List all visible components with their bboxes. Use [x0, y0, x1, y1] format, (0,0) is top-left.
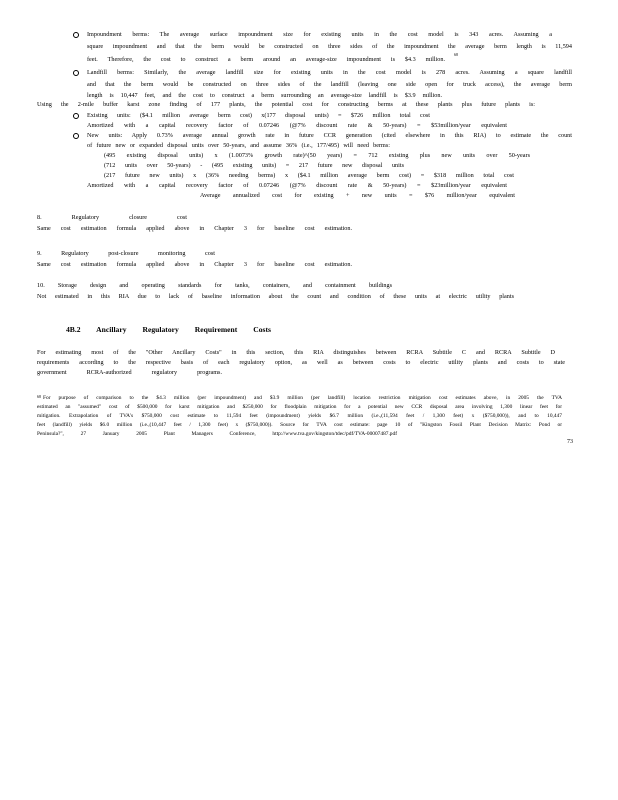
section-10-title: 10. Storage design and operating standards for tanks, containers, and containment buildings [37, 282, 392, 289]
landfill-line-3: length is 10,447 feet, and the cost to construct a berm surrounding an average-size landfill is $3.9 million. [87, 92, 442, 99]
ancillary-paragraph-line-3: government RCRA-authorized regulatory programs. [37, 369, 222, 376]
section-8-title: 8. Regulatory closure cost [37, 214, 187, 221]
bullet-circle-icon [73, 133, 79, 139]
impoundment-line-1: Impoundment berms: The average surface impoundment size for existing units in the cost model is 343 acres. Assuming a [87, 31, 552, 38]
section-10-text: Not estimated in this RIA due to lack of baseline information about the count and condition of these units at electric utility plants [37, 293, 514, 300]
buffer-intro: Using the 2-mile buffer karst zone finding of 177 plants, the potential cost for constructing berms at these plants plus future plants is: [37, 101, 535, 108]
existing-line-1: Existing units: ($4.1 million average berm cost) x(177 disposal units) = $726 million total cost [87, 112, 430, 119]
landfill-line-2: and that the berm would be constructed on three sides of the landfill (leaving one side open for truck access), the average berm [87, 81, 572, 88]
new-units-line-3: (495 existing disposal units) x (1.0073% growth rate)^(50 years) = 712 existing plus new units over 50-years [104, 152, 530, 159]
footnote-number: 68 [37, 394, 41, 399]
section-heading: 4B.2 Ancillary Regulatory Requirement Costs [66, 325, 271, 334]
ancillary-paragraph-line-1: For estimating most of the "Other Ancillary Costs" in this section, this RIA distinguishes between RCRA Subtitle C and RCRA Subtitle D [37, 349, 555, 356]
section-9-title: 9. Regulatory post-closure monitoring cost [37, 250, 215, 257]
impoundment-line-2: square impoundment and that the berm would be constructed on three sides of the impoundment the average berm length is 11,594 [87, 43, 572, 50]
footnote-line-2: estimated an "assumed" cost of $500,000 for karst mitigation and $250,000 for floodplain mitigation for a potential new CCR disposal area involving 1,300 linear feet for [37, 404, 562, 410]
footnote-line-1: For purpose of comparison to the $4.3 million (per impoundment) and $3.9 million (per landfill) location restriction mitigation cost estimates above, in 2005 the TVA [43, 395, 562, 401]
impoundment-line-3: feet. Therefore, the cost to construct a berm around an average-size impoundment is $4.3 million. [87, 56, 445, 63]
footnote-line-3: mitigation. Extrapolation of TVA's $750,000 cost estimate to 11,594 feet (impoundment) yields $6.7 million (i.e.,(11,594 feet / 1,300 feet) x ($750,000)), and to 10,447 [37, 413, 562, 419]
bullet-circle-icon [73, 70, 79, 76]
page-number: 73 [567, 439, 573, 445]
existing-line-2: Amortized with a capital recovery factor of 0.07246 (@7% discount rate & 50-years) = $53million/year equivalent [87, 122, 507, 129]
bullet-circle-icon [73, 32, 79, 38]
ancillary-paragraph-line-2: requirements according to the respective basis of each regulatory option, as well as between costs to electric utility plants and costs to state [37, 359, 565, 366]
footnote-line-4: feet (landfill) yields $6.0 million (i.e.,(10,447 feet / 1,300 feet) x ($750,000)). Source for TVA cost estimate: page 10 of "Kingston Fossil Plant Decision Matrix: Pond or [37, 422, 562, 428]
footnote-reference: 68 [454, 52, 458, 57]
new-units-line-2: of future new or expanded disposal units over 50-years, and assume 36% (i.e., 177/495) will need berms: [87, 142, 390, 149]
section-8-text: Same cost estimation formula applied above in Chapter 3 for baseline cost estimation. [37, 225, 352, 232]
new-units-line-7: Average annualized cost for existing + new units = $76 million/year equivalent [200, 192, 515, 199]
bullet-circle-icon [73, 113, 79, 119]
footnote-line-5: Peninsula?", 27 January 2005 Plant Managers Conference, http://www.tva.gov/kingston/tdec/pdf/TVA-00007487.pdf [37, 431, 397, 437]
landfill-line-1: Landfill berms: Similarly, the average landfill size for existing units in the cost model is 278 acres. Assuming a square landfill [87, 69, 572, 76]
new-units-line-4: (712 units over 50-years) - (495 existing units) = 217 future new disposal units [104, 162, 404, 169]
new-units-line-5: (217 future new units) x (36% needing berms) x ($4.1 million average berm cost) = $318 million total cost [104, 172, 514, 179]
new-units-line-6: Amortized with a capital recovery factor of 0.07246 (@7% discount rate & 50-years) = $23million/year equivalent [87, 182, 507, 189]
new-units-line-1: New units: Apply 0.73% average annual growth rate in future CCR generation (cited elsewhere in this RIA) to estimate the count [87, 132, 572, 139]
section-9-text: Same cost estimation formula applied above in Chapter 3 for baseline cost estimation. [37, 261, 352, 268]
